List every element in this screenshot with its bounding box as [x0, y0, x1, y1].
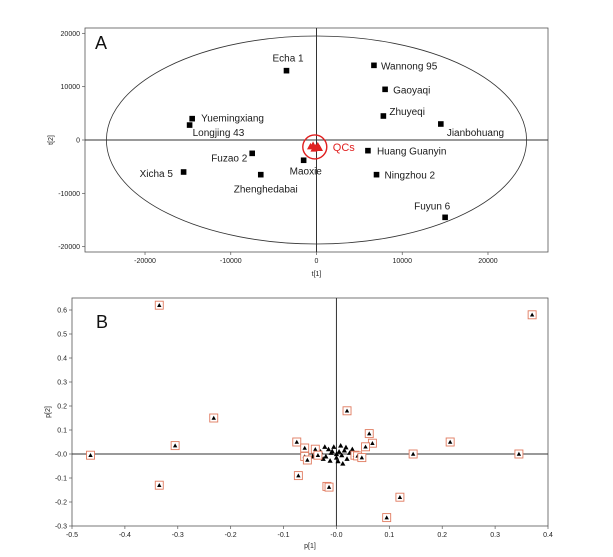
y-tick-label: 0.3	[57, 379, 67, 387]
x-tick-label: 0.4	[543, 532, 553, 539]
loading-point-marker	[338, 443, 343, 448]
y-axis-label: p[2]	[45, 406, 52, 418]
sample-point-label: Echa 1	[272, 53, 304, 65]
x-axis-label: t[1]	[311, 271, 322, 278]
sample-point-marker	[438, 121, 444, 127]
sample-point-marker	[189, 116, 195, 122]
sample-point-label: Zhuyeqi	[389, 107, 425, 118]
sample-point-marker	[301, 157, 307, 163]
loading-point-marker	[327, 458, 332, 463]
sample-point-marker	[374, 172, 380, 178]
panel-label: B	[96, 312, 109, 332]
qc-label: QCs	[332, 141, 355, 154]
loading-point-marker	[344, 456, 349, 461]
y-tick-label: 0.4	[57, 355, 67, 363]
y-tick-label: -0.3	[54, 523, 67, 531]
loading-point-marker	[343, 445, 348, 450]
sample-point-label: Jianbohuang	[446, 128, 505, 139]
x-tick-label: -0.3	[171, 532, 184, 539]
sample-point-marker	[365, 148, 371, 154]
sample-point-label: Huang Guanyin	[376, 146, 447, 158]
y-tick-label: 0.1	[57, 427, 67, 435]
sample-point-label: Gaoyaqi	[393, 85, 431, 97]
loading-point-marker	[350, 447, 355, 452]
sample-point-marker	[382, 87, 388, 93]
sample-point-marker	[258, 172, 264, 178]
x-tick-label: 0.1	[384, 532, 395, 539]
y-tick-label: -10000	[58, 190, 80, 198]
sample-point-label: Wannong 95	[380, 61, 438, 73]
x-tick-label: -0.2	[224, 532, 237, 539]
y-tick-label: -20000	[58, 244, 80, 252]
loading-plot	[0, 290, 613, 557]
x-tick-label: 10000	[392, 258, 412, 265]
x-tick-label: 20000	[478, 258, 498, 265]
sample-point-label: Xicha 5	[139, 169, 173, 180]
y-tick-label: 0	[76, 137, 80, 145]
sample-point-marker	[181, 169, 187, 175]
sample-point-label: Fuzao 2	[211, 153, 248, 165]
plot-frame	[72, 298, 548, 526]
x-tick-label: -0.0	[330, 532, 343, 539]
sample-point-label: Ningzhou 2	[384, 170, 436, 182]
y-tick-label: 0.6	[57, 307, 67, 315]
x-tick-label: 0.3	[490, 532, 500, 539]
loading-point-marker	[326, 447, 331, 452]
y-tick-label: -0.2	[54, 499, 67, 507]
sample-point-label: Maoxie	[289, 166, 322, 178]
y-tick-label: -0.0	[54, 451, 67, 459]
y-tick-label: 0.5	[57, 331, 67, 339]
x-axis-label: p[1]	[304, 543, 316, 550]
x-tick-label: -0.4	[118, 532, 131, 539]
x-tick-label: -10000	[219, 258, 242, 265]
sample-point-marker	[187, 122, 193, 128]
sample-point-marker	[442, 215, 448, 221]
sample-point-label: Fuyun 6	[414, 201, 451, 213]
y-tick-label: -0.1	[54, 475, 67, 483]
sample-point-label: Yuemingxiang	[201, 113, 265, 125]
y-tick-label: 20000	[60, 30, 80, 38]
x-tick-label: -0.5	[65, 532, 79, 539]
sample-point-marker	[381, 113, 387, 119]
loading-point-marker	[340, 461, 345, 466]
x-tick-label: 0.2	[437, 532, 448, 539]
panel-label: A	[95, 33, 108, 53]
sample-point-label: Longjing 43	[192, 128, 245, 140]
sample-point-marker	[249, 151, 255, 157]
x-tick-label: -20000	[134, 258, 156, 265]
y-tick-label: 10000	[60, 84, 80, 92]
sample-point-marker	[284, 68, 290, 74]
loading-point-marker	[331, 444, 336, 449]
loading-point-marker	[322, 444, 327, 449]
x-tick-label: -0.1	[277, 532, 290, 539]
sample-point-label: Zhenghedabai	[233, 184, 298, 196]
sample-point-marker	[371, 63, 377, 69]
y-axis-label: t[2]	[48, 135, 55, 145]
x-tick-label: 0	[314, 258, 319, 265]
y-tick-label: 0.2	[57, 403, 67, 411]
